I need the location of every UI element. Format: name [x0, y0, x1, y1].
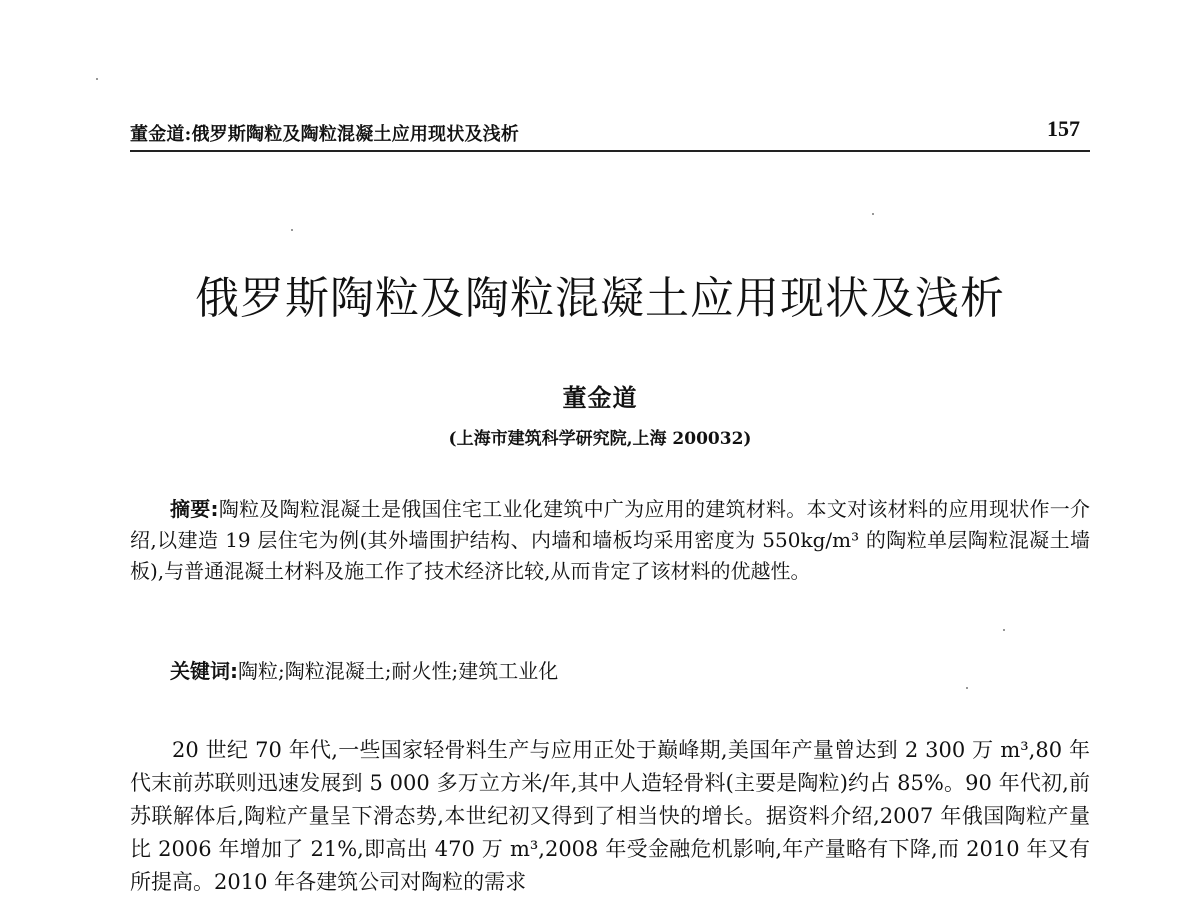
keywords — [170, 656, 1090, 687]
abstract — [130, 494, 1090, 587]
keywords-label: 关键词: — [170, 659, 238, 683]
article-title: 俄罗斯陶粒及陶粒混凝土应用现状及浅析 — [195, 273, 1005, 324]
body-paragraph: 20 世纪 70 年代,一些国家轻骨料生产与应用正处于巅峰期,美国年产量曾达到 2 300 万 m³,80 年代末前苏联则迅速发展到 5 000 多万立方米/年,其中人造轻骨料(主要是陶粒)约占 85%。90 年代初,前苏联解体后,陶粒产量呈下滑态势,本世纪初又得到了相当快的增长。据资料介绍,2007 年俄国陶粒产量比 2006 年增加了 21%,即高出 470 万 m³,2008 年受金融危机影响,年产量略有下降,而 2010 年又有所提高。2010 年各建筑公司对陶粒的需求 — [130, 738, 1090, 894]
page-number: 157 — [1047, 116, 1080, 141]
scan-speck — [291, 229, 293, 231]
running-header — [130, 112, 1090, 150]
scan-speck — [966, 687, 968, 689]
abstract-text: 陶粒及陶粒混凝土是俄国住宅工业化建筑中广为应用的建筑材料。本文对该材料的应用现状作一介绍,以建造 19 层住宅为例(其外墙围护结构、内墙和墙板均采用密度为 550kg/m³ 的陶粒单层陶粒混凝土墙板),与普通混凝土材料及施工作了技术经济比较,从而肯定了该材料的优越性。 — [130, 497, 1091, 583]
author-name: 董金道 — [562, 383, 638, 412]
header-rule — [130, 150, 1090, 152]
keywords-text: 陶粒;陶粒混凝土;耐火性;建筑工业化 — [238, 659, 559, 683]
scan-speck — [96, 78, 98, 80]
author-affiliation: (上海市建筑科学研究院,上海 200032) — [448, 429, 752, 449]
scan-speck — [872, 213, 874, 215]
abstract-label: 摘要: — [170, 497, 219, 521]
scan-speck — [1003, 629, 1005, 631]
running-title: 董金道:俄罗斯陶粒及陶粒混凝土应用现状及浅析 — [130, 124, 520, 145]
